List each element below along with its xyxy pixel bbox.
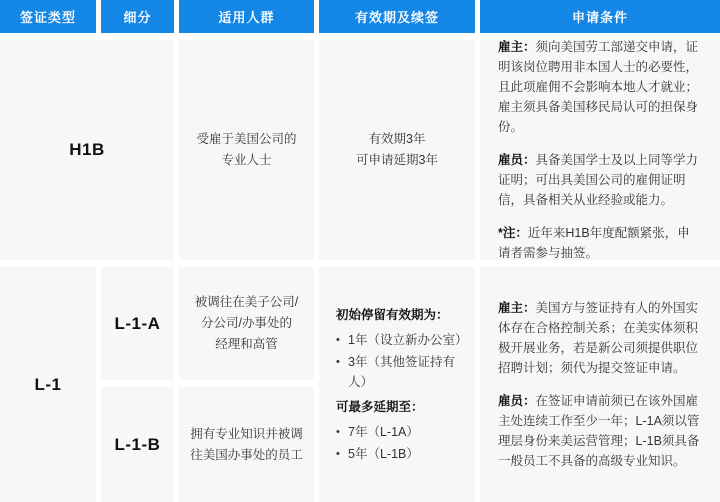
h1b-type-label: H1B xyxy=(69,140,105,159)
l1a-audience-line: 分公司/办事处的 xyxy=(201,316,292,330)
condition-label: *注： xyxy=(498,226,528,240)
l1a-code-cell xyxy=(101,267,174,380)
l1b-audience-cell xyxy=(179,387,314,502)
h1b-audience-cell xyxy=(179,40,314,260)
h1b-validity-cell xyxy=(319,40,475,260)
header-visa-type-label: 签证类型 xyxy=(19,10,76,25)
h1b-validity-line: 可申请延期3年 xyxy=(356,153,438,167)
h1b-condition-employee xyxy=(498,150,702,210)
header-conditions-label: 申请条件 xyxy=(571,10,628,25)
header-conditions xyxy=(480,0,720,33)
bullet-text: 3年（其他签证持有人） xyxy=(348,354,455,389)
l1a-audience-line: 经理和高管 xyxy=(215,337,278,351)
bullet-text: 1年（设立新办公室） xyxy=(348,332,468,347)
h1b-audience-line: 专业人士 xyxy=(221,153,272,167)
l1-validity-initial-item xyxy=(336,330,468,350)
l1-condition-employer xyxy=(498,298,702,378)
l1-validity-cell xyxy=(319,267,475,502)
h1b-type-cell xyxy=(0,40,174,260)
l1-condition-employee xyxy=(498,391,702,471)
header-visa-type xyxy=(0,0,96,33)
header-validity-label: 有效期及续签 xyxy=(354,10,439,25)
l1-validity-initial-item xyxy=(336,352,465,392)
condition-text: 美国方与签证持有人的外国实体存在合格控制关系；在美实体须积极开展业务，若是新公司须提供职位招聘计划；须代为提交签证申请。 xyxy=(498,301,699,375)
condition-text: 近年来H1B年度配额紧张，申请者需参与抽签。 xyxy=(498,226,690,260)
bullet-text: 7年（L-1A） xyxy=(348,424,419,439)
condition-label: 雇员： xyxy=(498,394,536,408)
l1a-code-label: L-1-A xyxy=(114,313,161,333)
condition-label: 雇主： xyxy=(498,40,536,54)
h1b-condition-note xyxy=(498,223,702,260)
condition-label: 雇员： xyxy=(498,153,536,167)
l1-conditions-cell xyxy=(480,267,720,502)
bullet-text: 5年（L-1B） xyxy=(348,446,419,461)
condition-text: 须向美国劳工部递交申请，证明该岗位聘用非本国人士的必要性，且此项雇佣不会影响本地人才就业；雇主须具备美国移民局认可的担保身份。 xyxy=(498,40,699,134)
condition-label: 雇主： xyxy=(498,301,536,315)
h1b-validity-line: 有效期3年 xyxy=(368,132,426,146)
l1-validity-extension-heading: 可最多延期至： xyxy=(336,399,424,414)
l1-validity-extension-item xyxy=(336,444,465,464)
header-audience-label: 适用人群 xyxy=(218,10,275,25)
h1b-audience-line: 受雇于美国公司的 xyxy=(196,132,297,146)
l1-type-label: L-1 xyxy=(34,374,62,394)
l1b-audience-line: 拥有专业知识并被调 xyxy=(190,426,303,441)
l1b-code-label: L-1-B xyxy=(114,434,161,454)
l1-validity-extension-item xyxy=(336,422,465,442)
l1b-code-cell xyxy=(101,387,174,502)
header-subtype xyxy=(101,0,174,33)
l1-validity-initial-heading: 初始停留有效期为： xyxy=(336,307,449,322)
l1a-audience-line: 被调往在美子公司/ xyxy=(194,295,299,309)
l1a-audience-cell xyxy=(179,267,314,380)
l1b-audience-line: 往美国办事处的员工 xyxy=(190,447,303,462)
h1b-condition-employer xyxy=(498,40,702,137)
condition-text: 具备美国学士及以上同等学力证明；可出具美国公司的雇佣证明信，具备相关从业经验或能力。 xyxy=(498,153,699,207)
header-audience xyxy=(179,0,314,33)
l1-type-cell xyxy=(0,267,96,502)
header-validity xyxy=(319,0,475,33)
condition-text: 在签证申请前须已在该外国雇主处连续工作至少一年；L-1A须以管理层身份来美运营管理；L-1B须具备一般员工不具备的高级专业知识。 xyxy=(498,394,700,468)
header-subtype-label: 细分 xyxy=(123,10,152,25)
h1b-conditions-cell xyxy=(480,40,720,260)
